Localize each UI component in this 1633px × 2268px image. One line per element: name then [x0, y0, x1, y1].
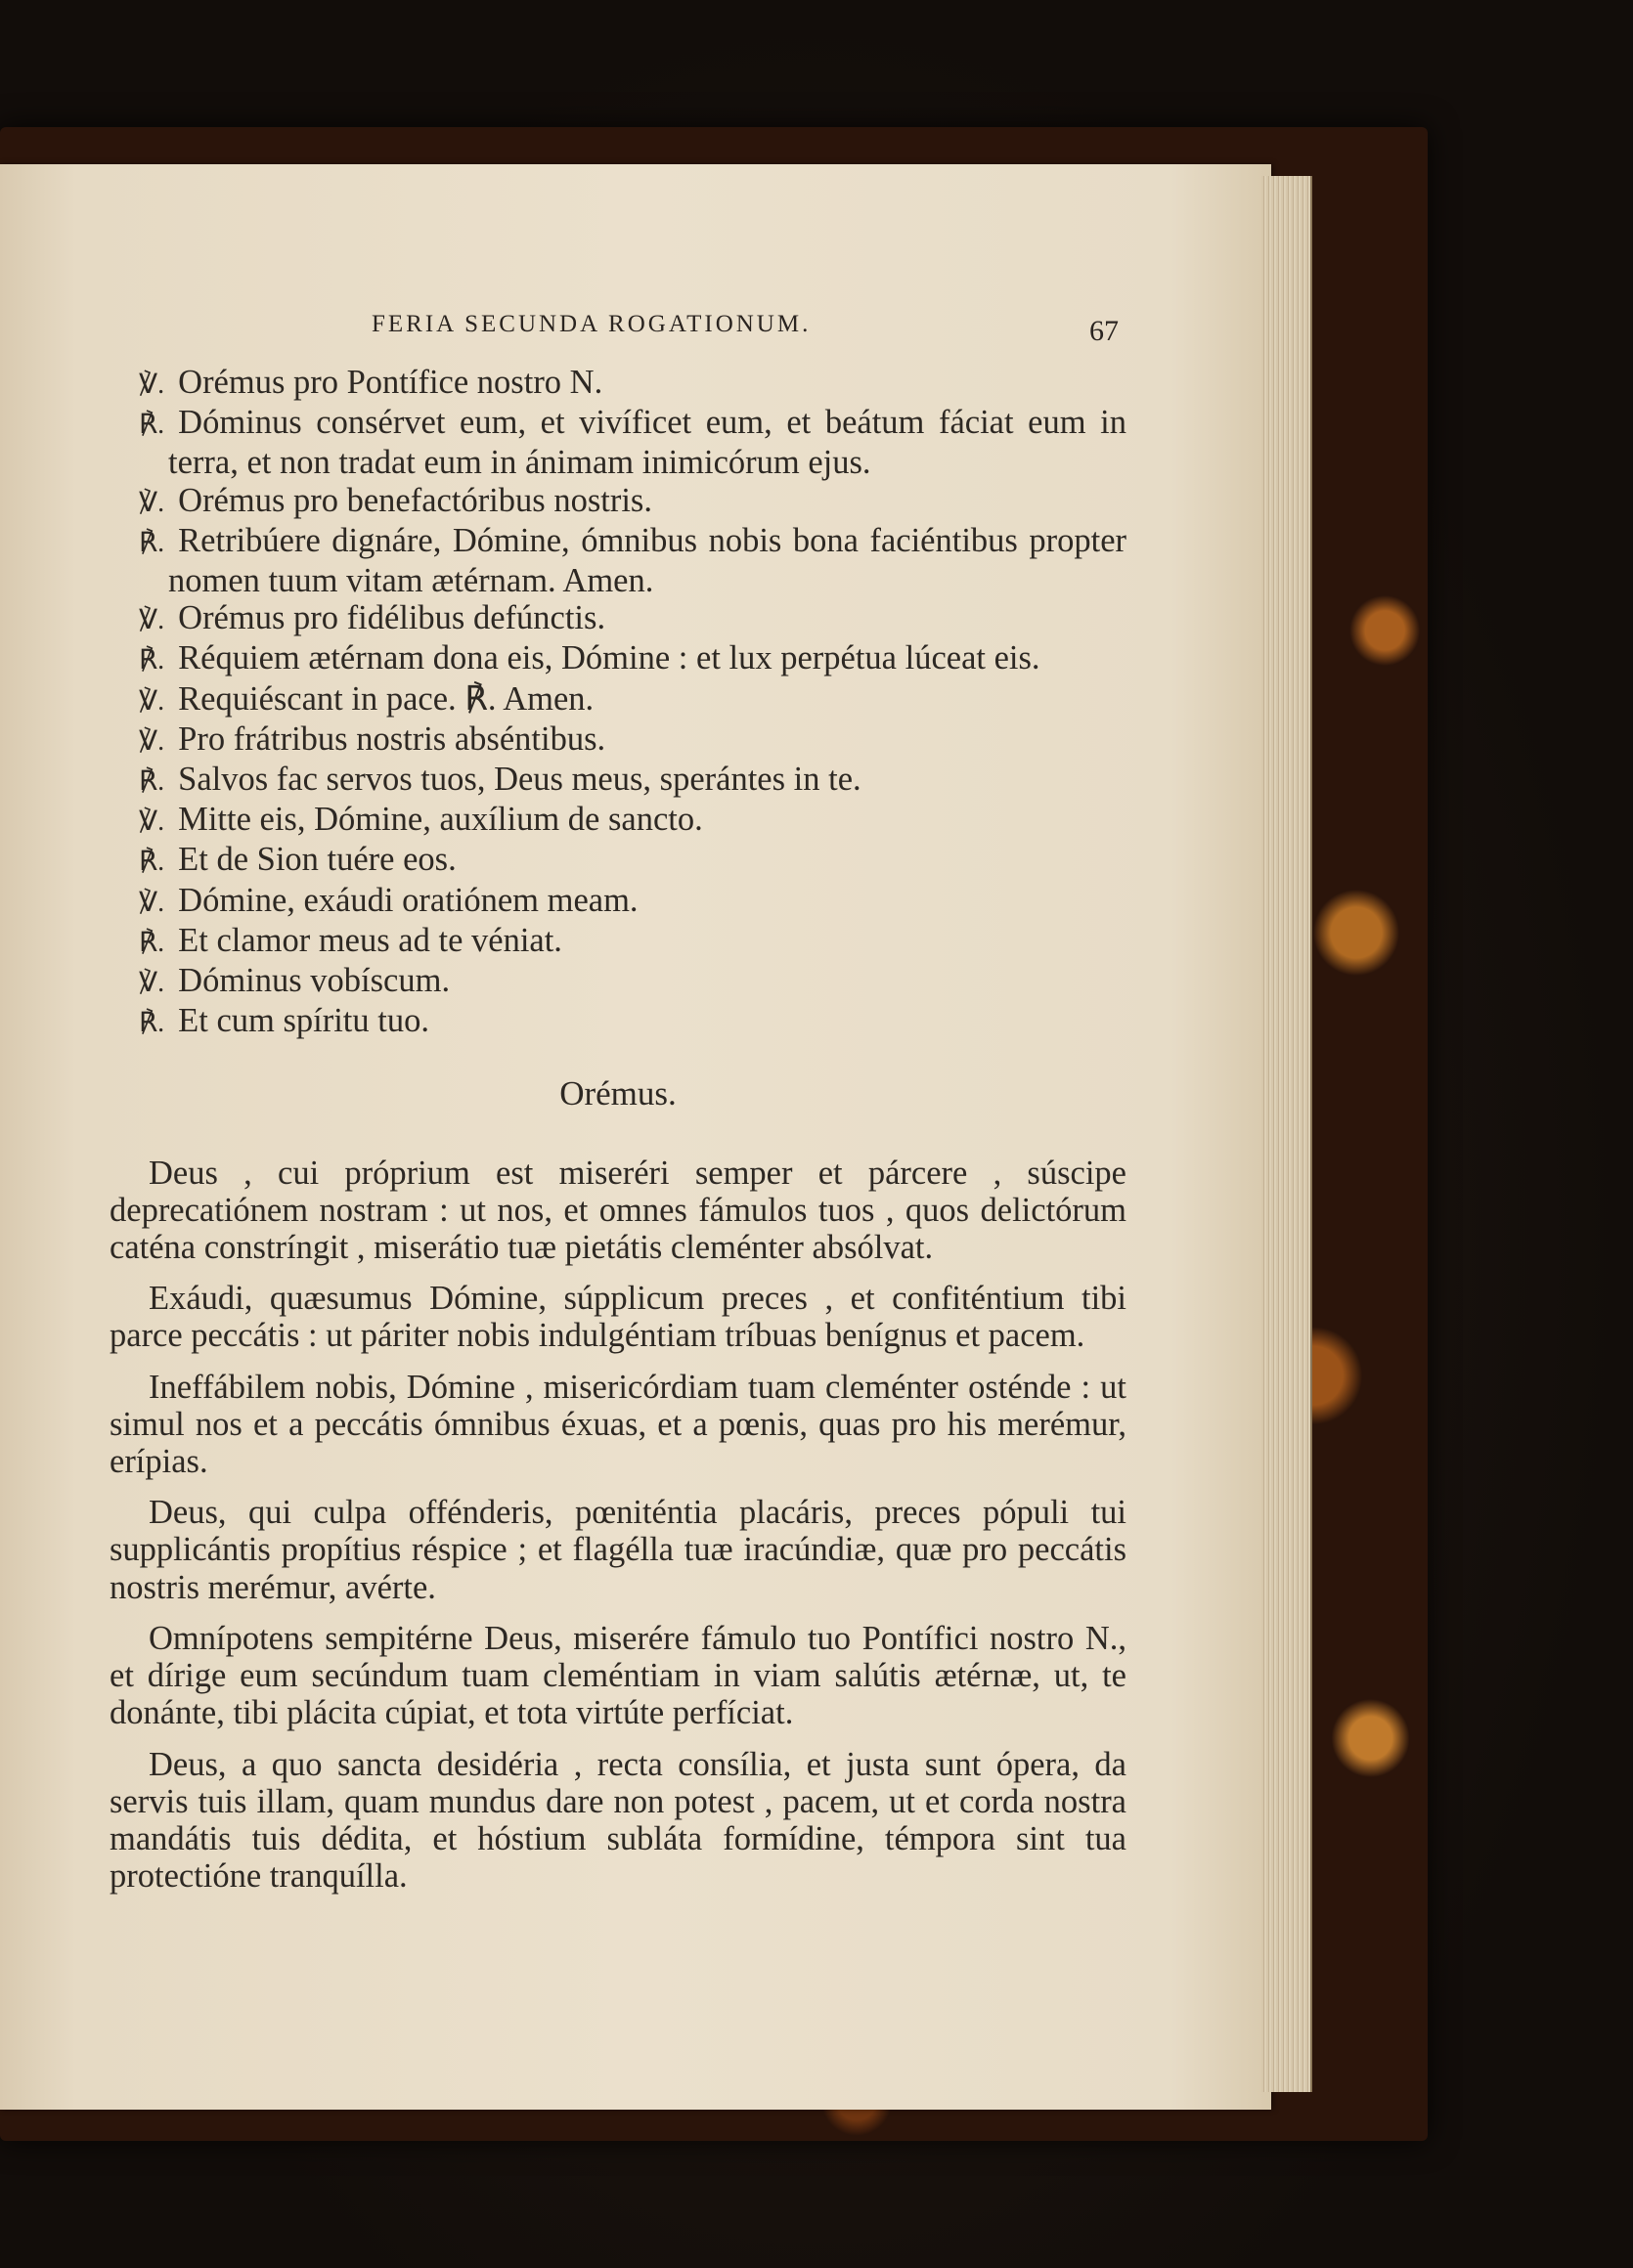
- response-mark: ℟.: [139, 766, 165, 798]
- versicle-text: Dóminus vobíscum.: [178, 962, 451, 1000]
- versicles-list: [110, 364, 1126, 1042]
- response-mark: ℟.: [139, 1008, 165, 1039]
- page-block-edge: [1261, 176, 1312, 2092]
- versicle-mark: ℣.: [139, 807, 165, 838]
- versicle-line: [110, 680, 1126, 720]
- response-mark: ℟.: [139, 527, 165, 558]
- versicle-text: Dómine, exáudi oratiónem meam.: [178, 881, 639, 919]
- response-text: Et de Sion tuére eos.: [178, 841, 457, 879]
- prayer-paragraph: Exáudi, quæsumus Dómine, súpplicum preces , et confiténtium tibi parce peccátis : ut páriter nobis indulgéntiam tríbuas benígnus et pacem.: [110, 1280, 1126, 1355]
- response-text: Dóminus consérvet eum, et vivíficet eum, et beátum fáciat eum in terra, et non tradat eum in ánimam inimicórum ejus.: [168, 404, 1126, 482]
- versicle-text: Orémus pro benefactóribus nostris.: [178, 481, 652, 519]
- versicle-text: Requiéscant in pace. ℟. Amen.: [178, 679, 595, 718]
- page-text: [110, 364, 1126, 1908]
- versicle-line: [110, 962, 1126, 1002]
- versicle-line: [110, 882, 1126, 922]
- versicle-line: [110, 364, 1126, 404]
- versicle-mark: ℣.: [139, 887, 165, 918]
- response-text: Et cum spíritu tuo.: [178, 1002, 429, 1040]
- response-text: Retribúere dignáre, Dómine, ómnibus nobis bona faciéntibus propter nomen tuum vitam ætérnam. Amen.: [168, 521, 1126, 600]
- versicle-mark: ℣.: [139, 685, 165, 717]
- response-line: [110, 404, 1126, 481]
- versicle-mark: ℣.: [139, 725, 165, 757]
- response-line: [110, 639, 1126, 679]
- versicle-mark: ℣.: [139, 487, 165, 518]
- versicle-line: [110, 599, 1126, 639]
- page-number: 67: [1089, 315, 1119, 347]
- versicle-text: Mitte eis, Dómine, auxílium de sancto.: [178, 801, 703, 839]
- response-mark: ℟.: [139, 410, 165, 441]
- response-mark: ℟.: [139, 847, 165, 878]
- prayer-paragraph: Deus, qui culpa offénderis, pœniténtia placáris, preces pópuli tui supplicántis propítius réspice ; et flagélla tuæ iracúndiæ, quæ pro peccátis nostris merémur, avérte.: [110, 1494, 1126, 1606]
- response-line: [110, 761, 1126, 801]
- response-mark: ℟.: [139, 645, 165, 676]
- response-text: Salvos fac servos tuos, Deus meus, sperántes in te.: [178, 761, 861, 799]
- response-text: Réquiem ætérnam dona eis, Dómine : et lux perpétua lúceat eis.: [178, 639, 1040, 677]
- versicle-line: [110, 482, 1126, 522]
- prayer-paragraph: Omnípotens sempitérne Deus, miserére fámulo tuo Pontífici nostro N., et dírige eum secúndum tuam cleméntiam in viam salútis ætérnæ, ut, te donánte, tibi plácita cúpiat, et tota virtúte perfíciat.: [110, 1619, 1126, 1732]
- oremus-heading: Orémus.: [559, 1074, 677, 1113]
- running-head: FERIA SECUNDA ROGATIONUM.: [372, 311, 812, 337]
- response-line: [110, 922, 1126, 962]
- prayers-list: [110, 1155, 1126, 1896]
- versicle-mark: ℣.: [139, 968, 165, 999]
- response-line: [110, 841, 1126, 881]
- versicle-line: [110, 801, 1126, 841]
- versicle-text: Orémus pro fidélibus defúnctis.: [178, 599, 606, 637]
- prayer-paragraph: Deus, a quo sancta desidéria , recta consília, et justa sunt ópera, da servis tuis illam, quam mundus dare non potest , pacem, ut et corda nostra mandátis tuis dédita, et hóstium subláta formídine, témpora sint tua protectióne tranquílla.: [110, 1745, 1126, 1896]
- prayer-paragraph: Deus , cui próprium est miseréri semper et párcere , súscipe deprecatiónem nostram : ut nos, et omnes fámulos tuos , quos delictórum caténa constríngit , miserátio tuæ pietátis cleménter absólvat.: [110, 1154, 1126, 1267]
- versicle-mark: ℣.: [139, 605, 165, 636]
- response-line: [110, 522, 1126, 599]
- prayer-paragraph: Ineffábilem nobis, Dómine , misericórdiam tuam cleménter osténde : ut simul nos et a peccátis ómnibus éxuas, et a pœnis, quas pro his merémur, erípias.: [110, 1368, 1126, 1481]
- response-line: [110, 1002, 1126, 1042]
- versicle-text: Pro frátribus nostris abséntibus.: [178, 720, 606, 758]
- response-mark: ℟.: [139, 927, 165, 958]
- versicle-line: [110, 720, 1126, 761]
- versicle-text: Orémus pro Pontífice nostro N.: [178, 364, 603, 401]
- versicle-mark: ℣.: [139, 370, 165, 400]
- response-text: Et clamor meus ad te véniat.: [178, 921, 562, 959]
